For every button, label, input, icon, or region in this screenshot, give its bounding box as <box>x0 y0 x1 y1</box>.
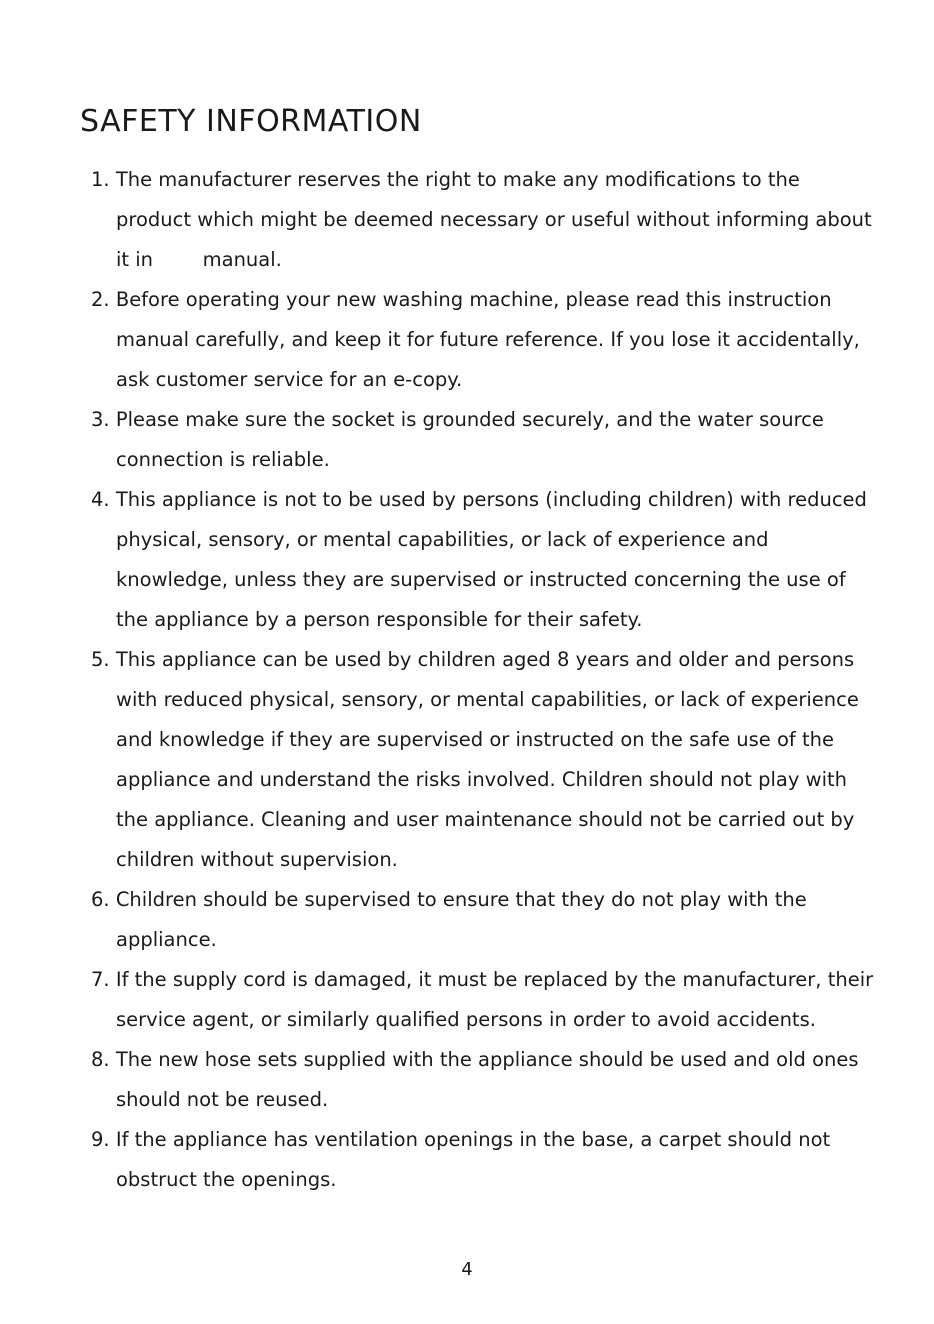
list-item-8 <box>80 1040 880 1120</box>
item-text: If the appliance has ventilation openings in the base, a carpet should not obstruct the openings. <box>115 1128 837 1191</box>
list-item-5 <box>80 640 880 880</box>
item-text: Children should be supervised to ensure that they do not play with the appliance. <box>115 888 813 951</box>
safety-list <box>80 160 880 1200</box>
item-number: 7. <box>91 968 110 991</box>
list-item-6 <box>80 880 880 960</box>
item-text: If the supply cord is damaged, it must be replaced by the manufacturer, their service agent, or similarly qualified persons in order to avoid accidents. <box>115 968 880 1031</box>
page-title: SAFETY INFORMATION <box>80 104 422 139</box>
list-item-3 <box>80 400 880 480</box>
item-text: This appliance is not to be used by persons (including children) with reduced physical, sensory, or mental capabilities, or lack of experience and knowledge, unless they are supervised or instructed concerning the use of the appliance by a person responsible for their safety. <box>115 488 874 631</box>
item-text: The new hose sets supplied with the appliance should be used and old ones should not be reused. <box>115 1048 865 1111</box>
item-number: 2. <box>91 288 110 311</box>
item-number: 6. <box>91 888 110 911</box>
list-item-9 <box>80 1120 880 1200</box>
list-item-7 <box>80 960 880 1040</box>
list-item-4 <box>80 480 880 640</box>
list-item-1 <box>80 160 880 280</box>
item-number: 5. <box>91 648 110 671</box>
item-number: 8. <box>91 1048 110 1071</box>
item-text: This appliance can be used by children aged 8 years and older and persons with reduced physical, sensory, or mental capabilities, or lack of experience and knowledge if they are supervised or instructed on the safe use of the appliance and understand the risks involved. Children should not play with the appliance. Cleaning and user maintenance should not be carried out by children without supervision. <box>115 648 866 871</box>
item-number: 3. <box>91 408 110 431</box>
item-number: 9. <box>91 1128 110 1151</box>
list-item-2 <box>80 280 880 400</box>
item-number: 4. <box>91 488 110 511</box>
item-text: Please make sure the socket is grounded securely, and the water source connection is reliable. <box>115 408 831 471</box>
item-text: The manufacturer reserves the right to make any modifications to the product which might be deemed necessary or useful without informing about it in manual. <box>115 168 878 271</box>
item-text: Before operating your new washing machine, please read this instruction manual carefully, and keep it for future reference. If you lose it accidentally, ask customer service for an e-copy. <box>115 288 867 391</box>
page-number: 4 <box>461 1259 473 1280</box>
item-number: 1. <box>91 168 110 191</box>
